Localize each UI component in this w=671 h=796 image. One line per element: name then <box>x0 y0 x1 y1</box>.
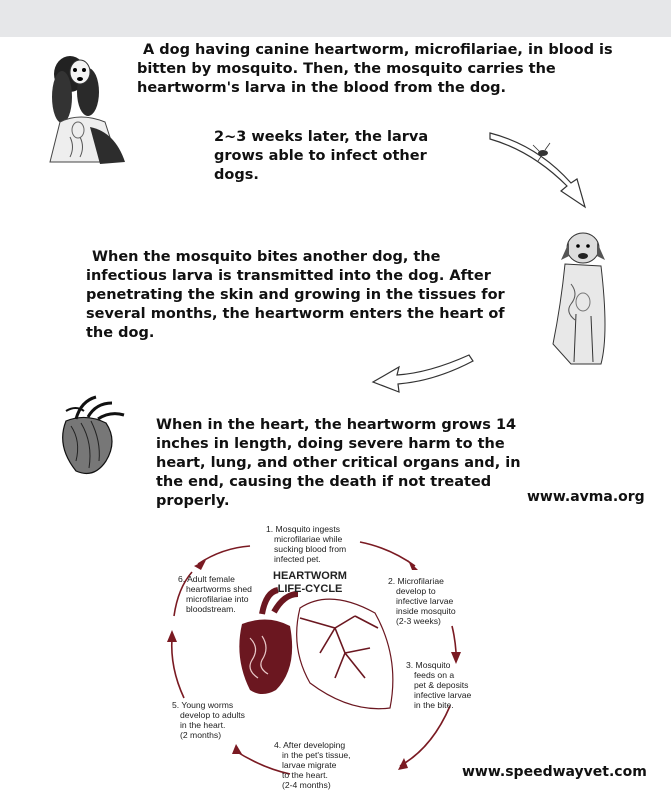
mosquito-arrow-illustration <box>487 131 594 211</box>
step3-line: 3. Mosquito <box>406 660 451 670</box>
step3-line: feeds on a <box>414 670 455 680</box>
step4-line: 4. After developing <box>274 740 346 750</box>
step4-line: in the pet's tissue, <box>282 750 351 760</box>
step5-line: in the heart. <box>180 720 226 730</box>
step6-line: 6. Adult female <box>178 574 235 584</box>
top-banner <box>0 0 671 37</box>
step1-line: 1. Mosquito ingests <box>266 524 341 534</box>
step3-line: infective larvae <box>414 690 472 700</box>
step1-line: microfilariae while <box>274 534 343 544</box>
step2-line: 2. Microfilariae <box>388 576 444 586</box>
paragraph-infected-dog: A dog having canine heartworm, microfilariae, in blood is bitten by mosquito. Then, the mosquito carries the heartworm's larva in the blood from the dog. <box>137 42 613 96</box>
step2-line: infective larvae <box>396 596 454 606</box>
heart-illustration <box>46 391 128 479</box>
step5-line: (2 months) <box>180 730 222 740</box>
step2-line: (2-3 weeks) <box>396 616 441 626</box>
lifecycle-step-4 <box>274 740 351 790</box>
heartworm-lifecycle-diagram <box>150 518 490 790</box>
lifecycle-title-line1: HEARTWORM <box>273 570 347 582</box>
step5-line: 5. Young worms <box>172 700 234 710</box>
step1-line: infected pet. <box>274 554 321 564</box>
step3-line: in the bite. <box>414 700 454 710</box>
credit-speedwayvet: www.speedwayvet.com <box>462 764 647 780</box>
step6-line: heartworms shed <box>186 584 252 594</box>
credit-avma: www.avma.org <box>527 489 645 505</box>
lifecycle-step-1 <box>266 524 346 564</box>
step2-line: inside mosquito <box>396 606 456 616</box>
step4-line: (2-4 months) <box>282 780 331 790</box>
paragraph-larva-grows: 2~3 weeks later, the larva grows able to infect other dogs. <box>214 129 429 183</box>
step4-line: larvae migrate <box>282 760 337 770</box>
spaniel-dog-illustration <box>30 42 133 174</box>
paragraph-heart-damage: When in the heart, the heartworm grows 14 inches in length, doing severe harm to the heart, lung, and other critical organs and, in the end, causing the death if not treated properly. <box>156 417 521 509</box>
paragraph-transmission: When the mosquito bites another dog, the infectious larva is transmitted into the dog. After penetrating the skin and growing in the tissues for several months, the heartworm enters the heart of the dog. <box>86 249 505 341</box>
step6-line: microfilariae into <box>186 594 249 604</box>
step1-line: sucking blood from <box>274 544 347 554</box>
lifecycle-step-5 <box>172 700 245 740</box>
step6-line: bloodstream. <box>186 604 236 614</box>
step2-line: develop to <box>396 586 436 596</box>
left-arrow-illustration <box>369 349 475 396</box>
lifecycle-step-2 <box>388 576 456 626</box>
sitting-dog-illustration <box>531 224 623 372</box>
step5-line: develop to adults <box>180 710 245 720</box>
step3-line: pet & deposits <box>414 680 469 690</box>
lifecycle-step-3 <box>406 660 471 710</box>
lifecycle-step-6 <box>178 574 252 614</box>
lifecycle-title-line2: LIFE-CYCLE <box>277 583 343 595</box>
lifecycle-title <box>268 570 352 596</box>
step4-line: to the heart. <box>282 770 328 780</box>
